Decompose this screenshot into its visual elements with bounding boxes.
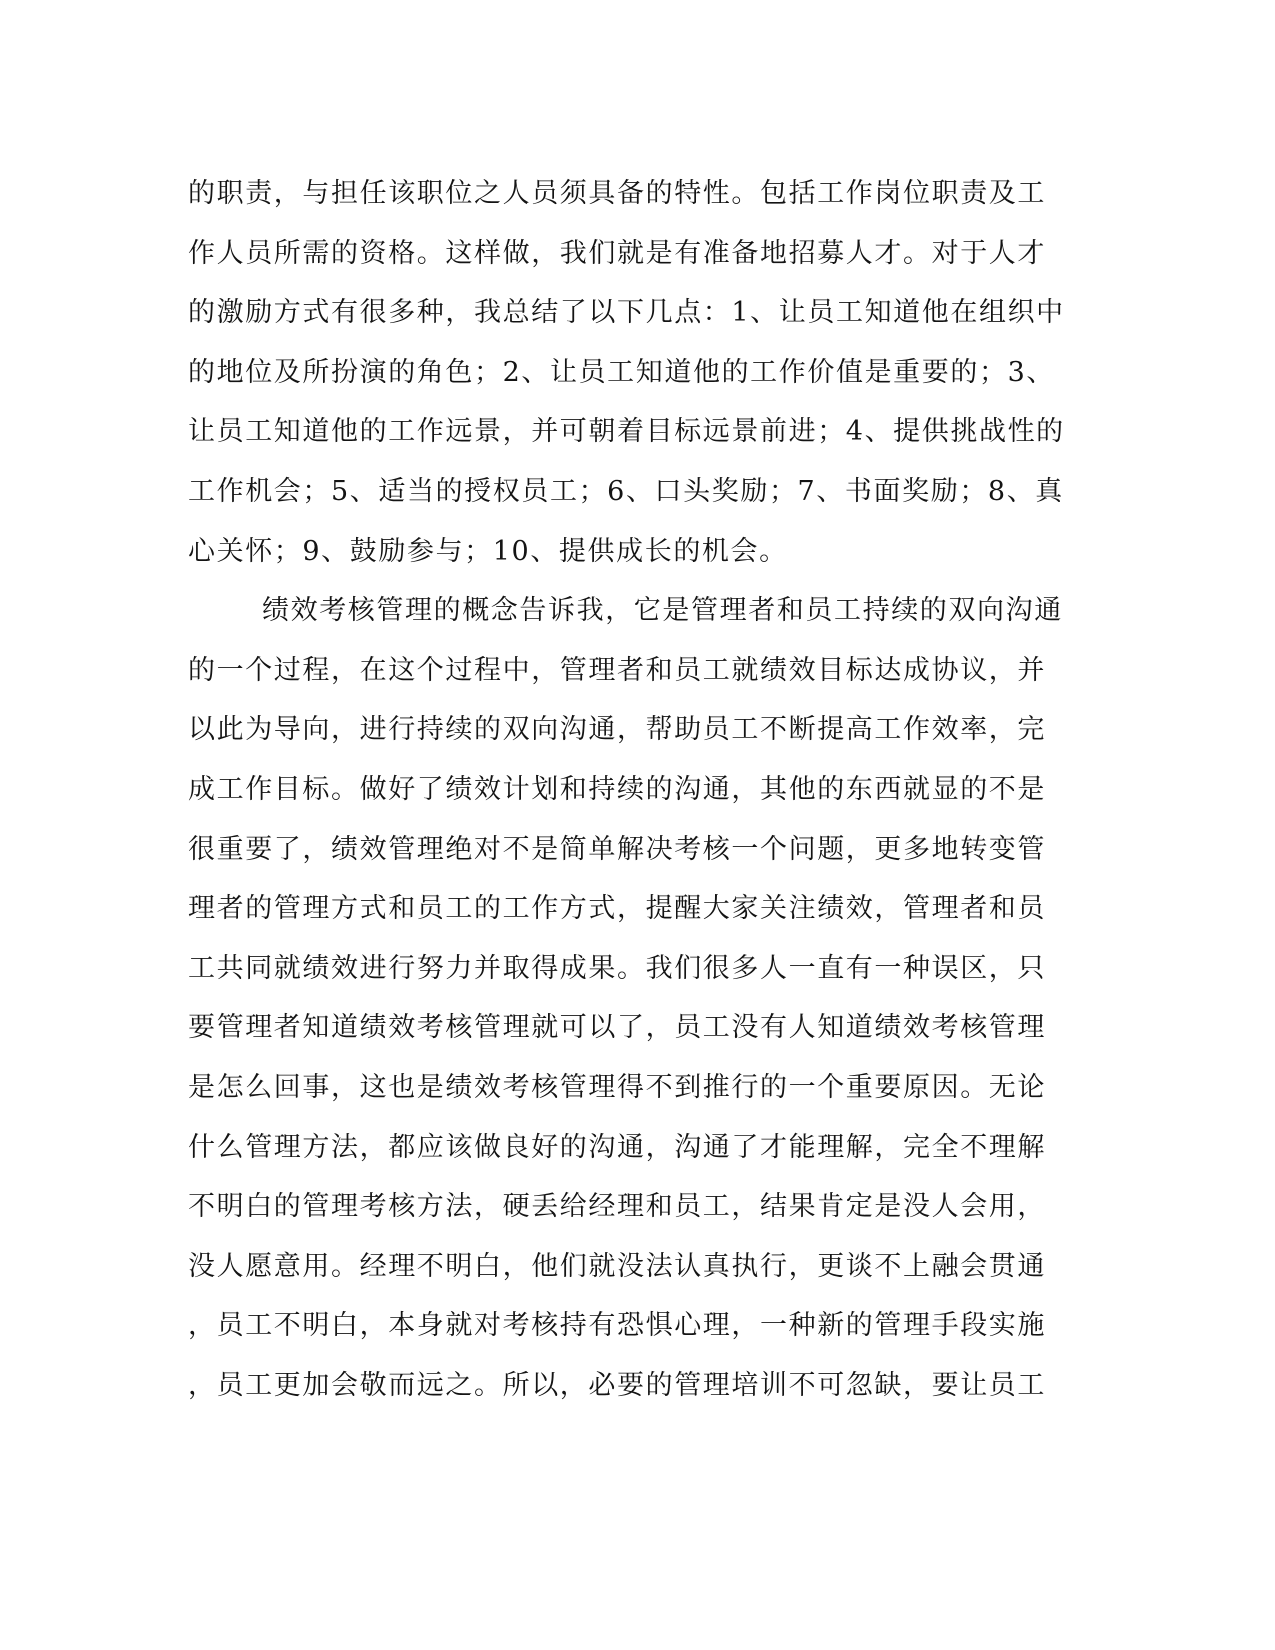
paragraph-line: 理者的管理方式和员工的工作方式，提醒大家关注绩效，管理者和员	[188, 893, 1046, 925]
paragraph-line: 心关怀；9、鼓励参与；10、提供成长的机会。	[188, 535, 788, 567]
paragraph-line: 是怎么回事，这也是绩效考核管理得不到推行的一个重要原因。无论	[188, 1071, 1046, 1103]
paragraph-line: 的地位及所扮演的角色；2、让员工知道他的工作价值是重要的；3、	[188, 356, 1055, 388]
paragraph-line: 让员工知道他的工作远景，并可朝着目标远景前进；4、提供挑战性的	[188, 416, 1065, 448]
paragraph-line: 的职责，与担任该职位之人员须具备的特性。包括工作岗位职责及工	[188, 178, 1046, 209]
paragraph-line: ，员工更加会敬而远之。所以，必要的管理培训不可忽缺，要让员工	[188, 1369, 1046, 1401]
paragraph-line: 以此为导向，进行持续的双向沟通，帮助员工不断提高工作效率，完	[188, 714, 1046, 746]
body-text	[188, 164, 1088, 1415]
paragraph-line: 作人员所需的资格。这样做，我们就是有准备地招募人才。对于人才	[188, 237, 1046, 269]
paragraph-line: 没人愿意用。经理不明白，他们就没法认真执行，更谈不上融会贯通	[188, 1250, 1046, 1282]
paragraph-line: ，员工不明白，本身就对考核持有恐惧心理，一种新的管理手段实施	[188, 1310, 1046, 1342]
paragraph-line: 成工作目标。做好了绩效计划和持续的沟通，其他的东西就显的不是	[188, 773, 1046, 805]
paragraph-line: 工共同就绩效进行努力并取得成果。我们很多人一直有一种误区，只	[188, 952, 1046, 984]
paragraph-line: 要管理者知道绩效考核管理就可以了，员工没有人知道绩效考核管理	[188, 1012, 1046, 1044]
paragraph-first-line: 绩效考核管理的概念告诉我，它是管理者和员工持续的双向沟通	[262, 595, 1063, 627]
paragraph-line: 很重要了，绩效管理绝对不是简单解决考核一个问题，更多地转变管	[188, 833, 1046, 865]
paragraph-line: 工作机会；5、适当的授权员工；6、口头奖励；7、书面奖励；8、真	[188, 475, 1064, 507]
paragraph-line: 的一个过程，在这个过程中，管理者和员工就绩效目标达成协议，并	[188, 654, 1046, 686]
paragraph-line: 不明白的管理考核方法，硬丢给经理和员工，结果肯定是没人会用，	[188, 1191, 1046, 1223]
paragraph-line: 什么管理方法，都应该做良好的沟通，沟通了才能理解，完全不理解	[188, 1131, 1046, 1163]
paragraph-line: 的激励方式有很多种，我总结了以下几点：1、让员工知道他在组织中	[188, 297, 1065, 329]
